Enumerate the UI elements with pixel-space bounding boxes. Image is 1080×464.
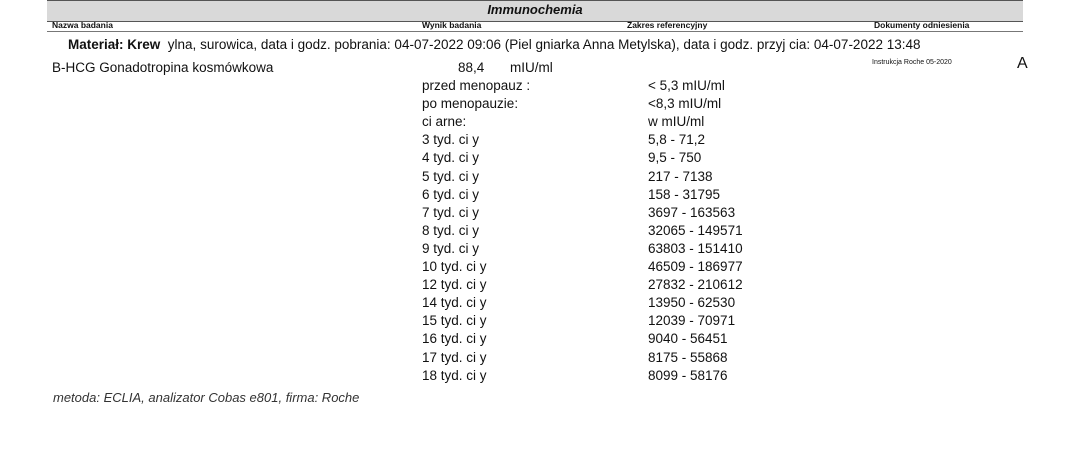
reference-row-value: 3697 - 163563 xyxy=(648,204,736,220)
reference-row-label: 6 tyd. ci y xyxy=(422,186,480,202)
material-label: Materiał: Krew xyxy=(68,37,161,52)
reference-row-label: przed menopauz : xyxy=(422,78,531,93)
column-header-docs: Dokumenty odniesienia xyxy=(874,20,970,30)
reference-row-value: < 5,3 mIU/ml xyxy=(648,78,725,93)
reference-row-value: 27832 - 210612 xyxy=(648,277,743,293)
reference-row-label: 8 tyd. ci y xyxy=(422,222,480,238)
reference-row-value: 63803 - 151410 xyxy=(648,240,743,256)
column-header-range: Zakres referencyjny xyxy=(627,20,708,30)
result-flag: A xyxy=(1017,55,1028,72)
reference-row-label: 9 tyd. ci y xyxy=(422,240,480,256)
test-result: 88,4 xyxy=(458,60,485,75)
method-note: metoda: ECLIA, analizator Cobas e801, firma: Roche xyxy=(53,390,360,405)
reference-row-label: 3 tyd. ci y xyxy=(422,132,480,148)
header-divider xyxy=(47,31,1023,32)
reference-row-label: 14 tyd. ci y xyxy=(422,295,487,311)
material-details: ylna, surowica, data i godz. pobrania: 04-07-2022 09:06 (Piel gniarka Anna Metylska), data i godz. przyj cia: 04-07-2022 13:48 xyxy=(167,37,921,52)
reference-row-label: 12 tyd. ci y xyxy=(422,277,487,293)
reference-row-value: 12039 - 70971 xyxy=(648,313,736,329)
material-line xyxy=(68,37,921,52)
reference-row-value: 217 - 7138 xyxy=(648,168,713,184)
reference-row-value: 158 - 31795 xyxy=(648,186,721,202)
reference-row-label: 7 tyd. ci y xyxy=(422,204,480,220)
section-title: Immunochemia xyxy=(487,2,583,17)
reference-row-value: 46509 - 186977 xyxy=(648,259,743,274)
reference-row-label: 4 tyd. ci y xyxy=(422,150,480,166)
test-name: B-HCG Gonadotropina kosmówkowa xyxy=(52,60,274,75)
reference-row-label: 16 tyd. ci y xyxy=(422,331,487,347)
reference-row-value: 13950 - 62530 xyxy=(648,295,736,311)
reference-row-label: 17 tyd. ci y xyxy=(422,349,487,365)
reference-row-value: 5,8 - 71,2 xyxy=(648,132,706,148)
test-unit: mIU/ml xyxy=(510,60,553,75)
reference-row-value: 9040 - 56451 xyxy=(648,331,728,347)
reference-row-value: 9,5 - 750 xyxy=(648,150,702,166)
reference-row-value: 8175 - 55868 xyxy=(648,349,728,365)
reference-row-label: po menopauzie: xyxy=(422,96,519,112)
reference-row-label: ci arne: xyxy=(422,114,467,130)
reference-row-value: w mIU/ml xyxy=(648,114,705,130)
reference-row-label: 15 tyd. ci y xyxy=(422,313,487,329)
column-header-name: Nazwa badania xyxy=(52,20,113,30)
reference-row-label: 5 tyd. ci y xyxy=(422,168,480,184)
reference-row-value: 8099 - 58176 xyxy=(648,367,728,383)
column-header-result: Wynik badania xyxy=(422,20,482,30)
reference-row-value: 32065 - 149571 xyxy=(648,222,743,238)
reference-row-label: 10 tyd. ci y xyxy=(422,259,487,274)
reference-row-label: 18 tyd. ci y xyxy=(422,367,487,383)
reference-row-value: <8,3 mIU/ml xyxy=(648,96,722,112)
document-reference: Instrukcja Roche 05-2020 xyxy=(872,59,952,66)
